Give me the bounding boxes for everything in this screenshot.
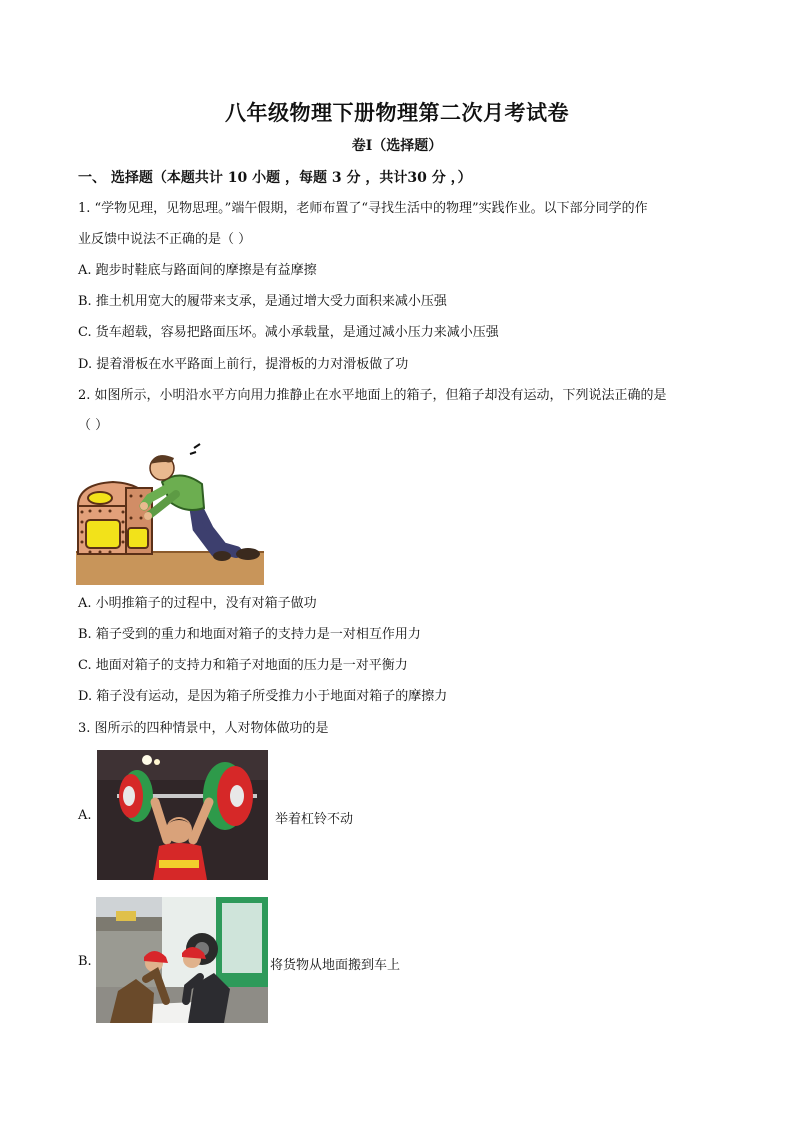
man-pushing-box-illustration (76, 440, 264, 585)
q3-option-b-caption: 将货物从地面搬到车上 (270, 958, 401, 973)
q1-option-d: D. 提着滑板在水平路面上前行，提滑板的力对滑板做了功 (78, 357, 409, 372)
page-subtitle: 卷I（选择题） (351, 138, 443, 154)
weightlifter-photo (97, 750, 268, 880)
q2-option-a: A. 小明推箱子的过程中，没有对箱子做功 (78, 596, 317, 611)
loading-goods-photo (96, 897, 268, 1023)
q1-stem-line1: 1. “学物见理，见物思理。”端午假期，老师布置了“寻找生活中的物理”实践作业。以下部分同学的作 (78, 201, 648, 216)
q2-stem-line2: （ ） (78, 418, 109, 433)
q1-option-c: C. 货车超载，容易把路面压坏。减小承载量，是通过减小压力来减小压强 (78, 325, 499, 340)
page-title: 八年级物理下册物理第二次月考试卷 (225, 100, 569, 125)
q2-option-b: B. 箱子受到的重力和地面对箱子的支持力是一对相互作用力 (78, 627, 421, 642)
q3-option-a-letter: A. (78, 808, 92, 823)
q2-option-c: C. 地面对箱子的支持力和箱子对地面的压力是一对平衡力 (78, 658, 408, 673)
q3-stem: 3. 图所示的四种情景中，人对物体做功的是 (78, 721, 329, 736)
q1-option-a: A. 跑步时鞋底与路面间的摩擦是有益摩擦 (78, 263, 317, 278)
q1-option-b: B. 推土机用宽大的履带来支承，是通过增大受力面积来减小压强 (78, 294, 447, 309)
q1-stem-line2: 业反馈中说法不正确的是（ ） (78, 232, 252, 247)
q3-option-a-caption: 举着杠铃不动 (275, 812, 354, 827)
section-heading: 一、 选择题（本题共计 10 小题 ，每题 3 分 ，共计30 分 ，） (78, 170, 472, 186)
q2-option-d: D. 箱子没有运动，是因为箱子所受推力小于地面对箱子的摩擦力 (78, 689, 448, 704)
q3-option-b-letter: B. (78, 954, 92, 969)
q2-stem-line1: 2. 如图所示，小明沿水平方向用力推静止在水平地面上的箱子，但箱子却没有运动，下列说法正确的是 (78, 388, 667, 403)
